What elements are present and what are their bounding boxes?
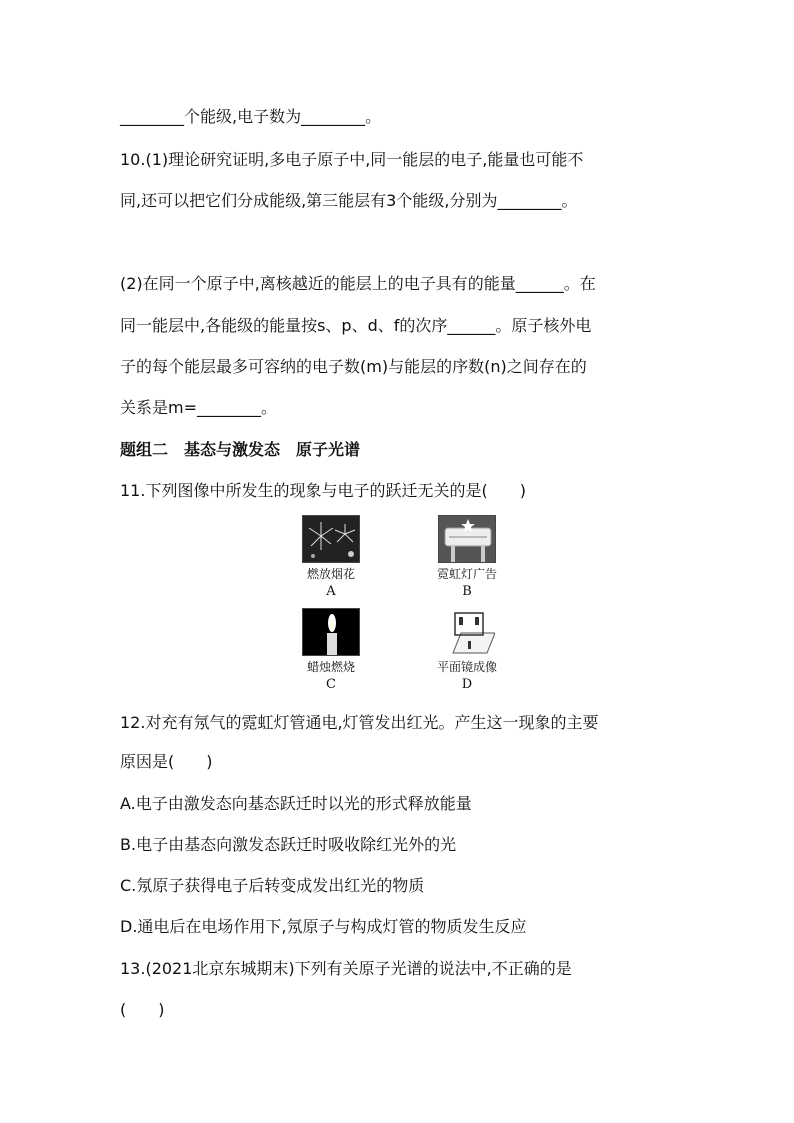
fireworks-icon (302, 515, 360, 563)
figure-c (286, 608, 376, 693)
question-10-part2-line2: 同一能层中,各能级的能量按s、p、d、f的次序______。原子核外电 (120, 316, 592, 335)
question-13-line1: 13.(2021北京东城期末)下列有关原子光谱的说法中,不正确的是 (120, 959, 572, 978)
mirror-image-icon (438, 608, 496, 656)
section-heading: 题组二 基态与激发态 原子光谱 (120, 440, 361, 459)
neon-sign-icon (438, 515, 496, 563)
text-line-1: ________个能级,电子数为________。 (120, 107, 382, 126)
figure-a-caption: 燃放烟花 (306, 567, 355, 581)
option-c: C.氖原子获得电子后转变成发出红光的物质 (120, 876, 425, 895)
question-12-line1: 12.对充有氖气的霓虹灯管通电,灯管发出红光。产生这一现象的主要 (120, 713, 599, 732)
question-10-part2-line4: 关系是m=________。 (120, 398, 277, 417)
figure-c-letter: C (326, 677, 336, 692)
figure-d (422, 608, 512, 693)
figure-a (286, 515, 376, 600)
option-b: B.电子由基态向激发态跃迁时吸收除红光外的光 (120, 835, 457, 854)
question-10-part2-line1: (2)在同一个原子中,离核越近的能层上的电子具有的能量______。在 (120, 274, 596, 293)
candle-icon (302, 608, 360, 656)
question-10-part1-line1: 10.(1)理论研究证明,多电子原子中,同一能层的电子,能量也可能不 (120, 150, 584, 169)
figure-b-caption: 霓虹灯广告 (436, 567, 497, 581)
question-11: 11.下列图像中所发生的现象与电子的跃迁无关的是( ) (120, 481, 526, 500)
question-13-line2: ( ) (120, 1000, 165, 1019)
figure-grid (286, 515, 516, 700)
figure-b (422, 515, 512, 600)
question-10-part2-line3: 子的每个能层最多可容纳的电子数(m)与能层的序数(n)之间存在的 (120, 357, 587, 376)
figure-b-letter: B (462, 584, 472, 599)
figure-d-caption: 平面镜成像 (436, 660, 497, 674)
question-10-part1-line2: 同,还可以把它们分成能级,第三能层有3个能级,分别为________。 (120, 191, 578, 210)
option-a: A.电子由激发态向基态跃迁时以光的形式释放能量 (120, 794, 472, 813)
option-d: D.通电后在电场作用下,氖原子与构成灯管的物质发生反应 (120, 917, 527, 936)
figure-c-caption: 蜡烛燃烧 (306, 660, 355, 674)
question-12-line2: 原因是( ) (120, 752, 213, 771)
figure-d-letter: D (461, 677, 473, 692)
figure-a-letter: A (326, 584, 336, 599)
